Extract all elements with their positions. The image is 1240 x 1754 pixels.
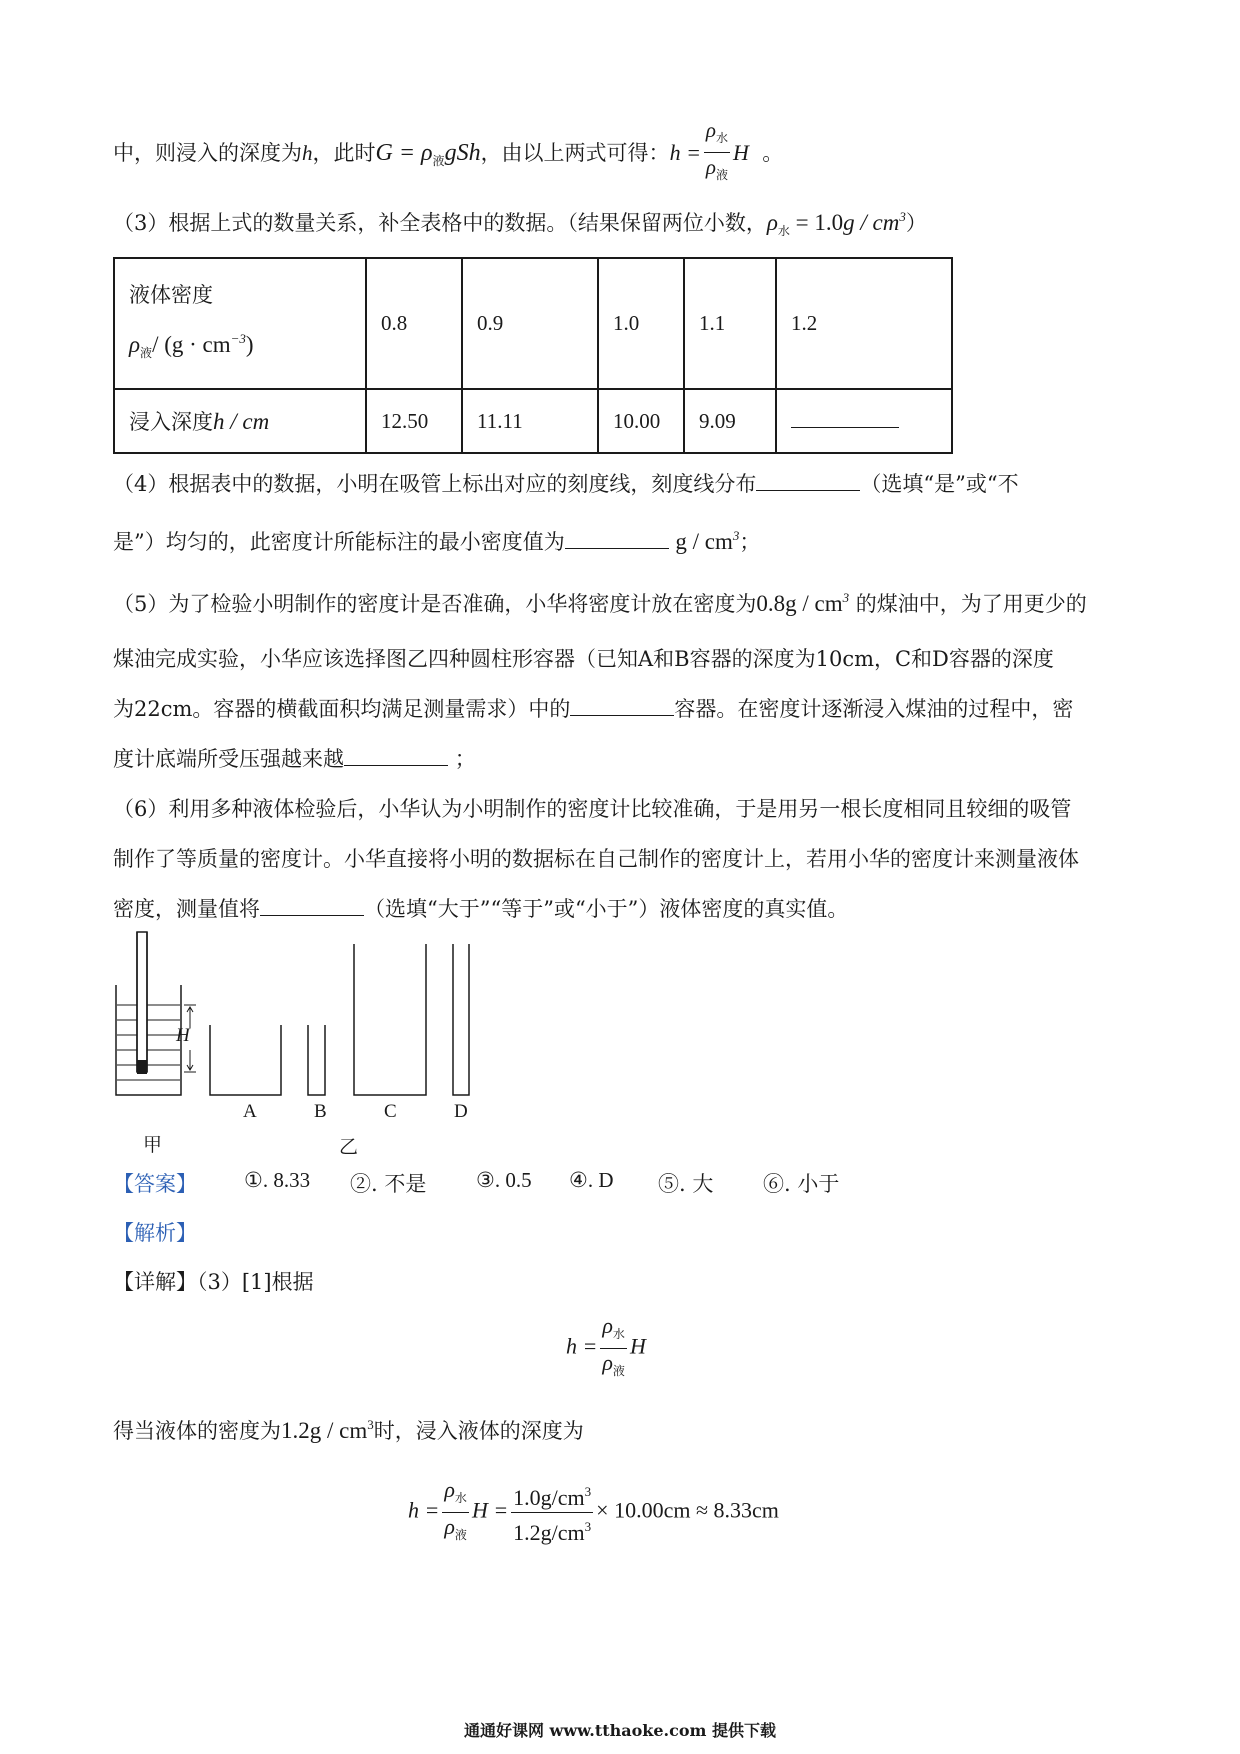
detail-text: （3）[1]根据 [197,1270,314,1294]
q5-text-1: （5）为了检验小明制作的密度计是否准确，小华将密度计放在密度为 [113,592,757,616]
depth-cell: 10.00 [598,389,684,453]
answer-blank[interactable] [756,472,860,491]
q4-text-1: （4）根据表中的数据，小明在吸管上标出对应的刻度线，刻度线分布 [113,472,757,496]
question-3 [113,207,927,239]
q5-text-3: 为22cm。容器的横截面积均满足测量需求）中的 [113,697,571,721]
answer-blank[interactable] [791,409,899,428]
answer-item: ②. 不是 [350,1172,427,1196]
depth-cell: 12.50 [366,389,462,453]
table-row-depth [114,389,952,453]
label-c: C [384,1101,397,1122]
analysis-label: 【解析】 [113,1221,197,1245]
density-cell: 0.9 [462,258,598,389]
q3-text: （3）根据上式的数量关系，补全表格中的数据。（结果保留两位小数， [113,211,767,235]
q6-text-2: （选填“大于”“等于”或“小于”）液体密度的真实值。 [364,897,849,921]
density-header [114,258,366,389]
answer-item: ⑤. 大 [658,1172,714,1196]
q5-density: $0.8g / cm^3$ [756,590,850,616]
question-6-line2: 制作了等质量的密度计。小华直接将小明的数据标在自己制作的密度计上，若用小华的密度计来测量液体 [113,847,1079,871]
q3-rho: $\rho_水$ [766,210,790,238]
answer-item: ⑥. 小于 [763,1172,840,1196]
q4-unit: g / $cm^3$ [675,528,740,554]
detail-label: 【详解】 [113,1270,197,1294]
density-cell: 1.0 [598,258,684,389]
detail-line [113,1266,314,1296]
var-h: h [302,141,313,165]
depth-cell: 11.11 [462,389,598,453]
label-yi: 乙 [339,1136,359,1158]
question-4-line1 [113,468,1019,498]
depth-header-label: 浸入深度 [129,410,213,434]
depth-header [114,389,366,453]
density-cell: 1.2 [776,258,952,389]
label-b: B [314,1101,327,1122]
derived-value: $1.2g / cm^3$ [281,1417,374,1443]
q4-end: ； [739,530,761,554]
q5-text-5: 度计底端所受压强越来越 [113,747,344,771]
depth-header-unit: h / cm [213,409,270,434]
answer-item: ①. 8.33 [244,1168,311,1192]
derived-text-1: 得当液体的密度为 [113,1419,281,1443]
question-5-line2: 煤油完成实验，小华应该选择图乙四种圆柱形容器（已知A和B容器的深度为10cm，C和D容器的深度 [113,647,1054,671]
question-6-line1: （6）利用多种液体检验后，小华认为小明制作的密度计比较准确，于是用另一根长度相同且较细的吸管 [113,797,1072,821]
answer-label: 【答案】 [113,1172,197,1196]
density-cell: 0.8 [366,258,462,389]
container-b [308,1025,325,1095]
depth-cell-blank[interactable] [776,389,952,453]
container-c [354,944,426,1095]
q3-value: = 1.0 [789,210,844,235]
table-row-density [114,258,952,389]
formula-g: $G = \rho_液gSh$ [375,140,481,168]
h-label: H [176,1025,190,1046]
depth-cell: 9.09 [684,389,776,453]
q3-unit: g / $cm^3$ [843,209,906,235]
q6-text-1: 密度，测量值将 [113,897,260,921]
density-cell: 1.1 [684,258,776,389]
answer-blank[interactable] [570,697,674,716]
footer: 通通好课网 www.tthaoke.com 提供下载 [463,1721,777,1740]
density-table [113,257,953,454]
answer-item: ④. D [569,1168,614,1192]
answer-blank[interactable] [260,897,364,916]
container-a [210,1025,281,1095]
question-6-line3 [113,893,848,923]
intro-text-3: ，由以上两式可得： [480,141,670,165]
fraction-rho: $\frac{\rho_水}{\rho_液}$ [705,118,729,182]
intro-text-2: ，此时 [312,141,376,165]
question-5-line3 [113,693,1073,723]
derived-line [113,1415,584,1445]
q5-text-2: 的煤油中，为了用更少的 [855,592,1087,616]
formula-3: h = $\frac{\rho_水}{\rho_液}$ H = $\frac{1.0g/cm^3}{1.2g/cm^3}$ × 10.00cm ≈ 8.33cm [408,1477,779,1545]
var-H: H [733,140,749,165]
q3-close: ） [905,211,927,235]
intro-end: 。 [762,141,784,165]
container-d [453,944,469,1095]
question-4-line2 [113,526,760,556]
intro-line [113,118,783,191]
q5-end: ； [454,747,476,771]
density-header-unit: $\rho_液/$ $(g \cdot cm^{-3})$ [129,330,254,360]
q4-text-2: （选填“是”或“不 [860,472,1019,496]
question-5-line4 [113,743,476,773]
answer-blank[interactable] [565,530,669,549]
label-jia: 甲 [143,1134,163,1156]
answer-blank[interactable] [344,747,448,766]
q5-text-4: 容器。在密度计逐渐浸入煤油的过程中，密 [674,697,1074,721]
formula-2: h = $\frac{\rho_水}{\rho_液}$ H [566,1313,646,1378]
question-5-line1 [113,588,1087,618]
label-a: A [243,1101,257,1122]
density-header-label: 液体密度 [129,282,213,307]
answer-item: ③. 0.5 [476,1168,532,1192]
containers-figure [100,930,500,1100]
label-d: D [454,1101,468,1122]
formula-h-lhs: h = [669,140,701,165]
derived-text-2: 时，浸入液体的深度为 [373,1419,584,1443]
q4-text-3: 是”）均匀的，此密度计所能标注的最小密度值为 [113,530,565,554]
intro-text-1: 中，则浸入的深度为 [113,141,302,165]
